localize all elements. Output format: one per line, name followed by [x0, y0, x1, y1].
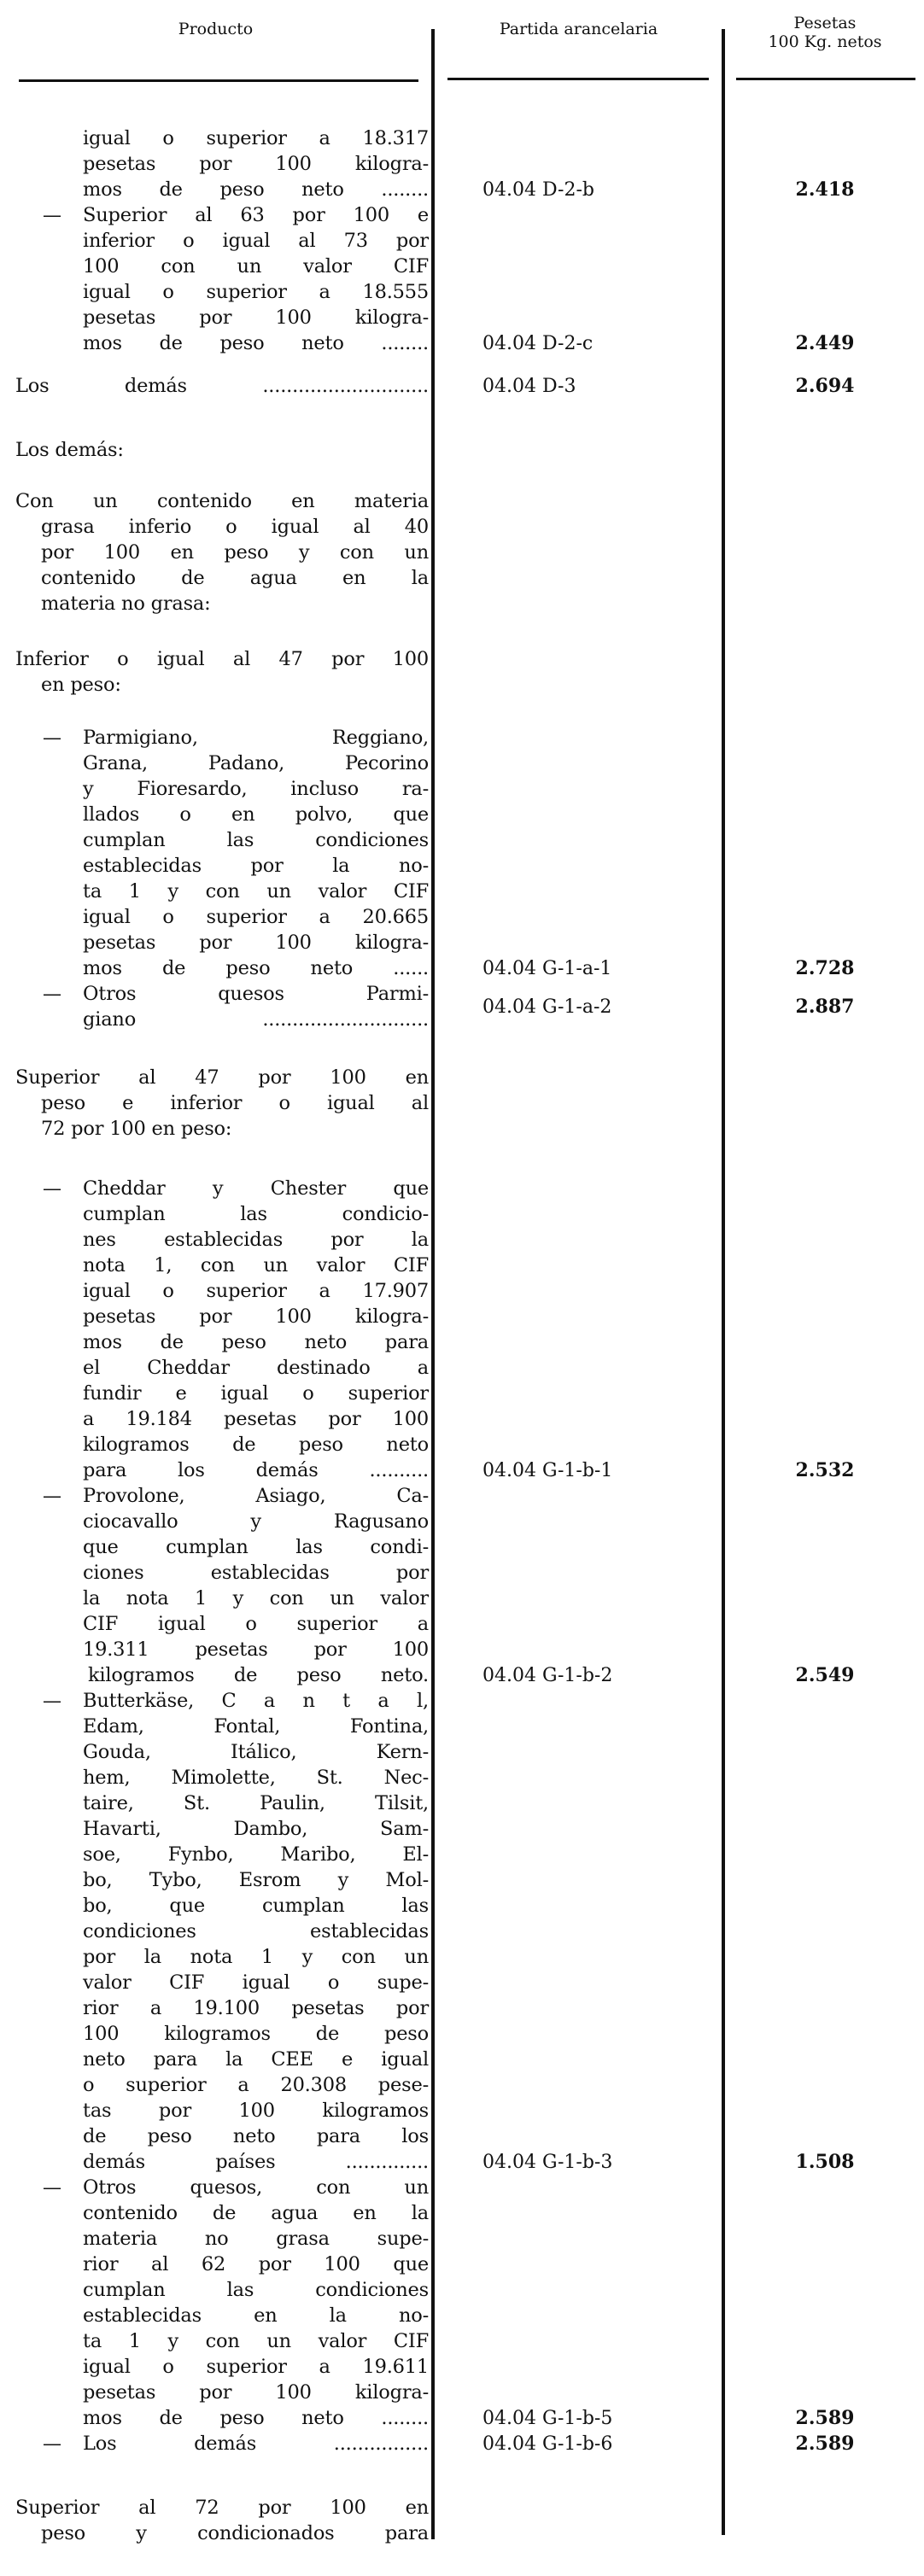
product-text-line: kilogramos de peso neto: [83, 1434, 429, 1456]
product-text-line: bo, Tybo, Esrom y Mol-: [83, 1869, 429, 1891]
product-text-line: cumplan las condicio-: [83, 1203, 429, 1225]
product-text-line: neto para la CEE e igual: [83, 2048, 429, 2071]
product-text-line: ciones establecidas por: [83, 1562, 429, 1584]
product-text-line: la nota 1 y con un valor: [83, 1587, 429, 1609]
dash-bullet-icon: —: [43, 1486, 61, 1507]
product-text-line: igual o superior a 19.611: [83, 2356, 429, 2378]
product-text-line: contenido de agua en la: [83, 2202, 429, 2224]
dash-bullet-icon: —: [43, 2433, 61, 2455]
product-text-line: mos de peso neto ........: [83, 332, 429, 354]
product-text-line: 19.311 pesetas por 100: [83, 1638, 429, 1661]
product-text-line: soe, Fynbo, Maribo, El-: [83, 1843, 429, 1866]
product-text-line: Parmigiano, Reggiano,: [83, 727, 429, 749]
product-text-line: Con un contenido en materia: [15, 490, 429, 512]
product-text-line: pesetas por 100 kilogra-: [83, 153, 429, 175]
product-text-line: pesetas por 100 kilogra-: [83, 2381, 429, 2404]
product-text-line: en peso:: [41, 674, 121, 696]
pesetas-value-cell: 2.887: [795, 996, 855, 1018]
product-text-line: cumplan las condiciones: [83, 829, 429, 851]
product-text-line: 72 por 100 en peso:: [41, 1118, 232, 1140]
product-text-line: pesetas por 100 kilogra-: [83, 1306, 429, 1328]
product-text-line: pesetas por 100 kilogra-: [83, 307, 429, 329]
product-text-line: por 100 en peso y con un: [41, 541, 429, 564]
product-text-line: mos de peso neto ......: [83, 957, 429, 979]
header-rule-partida: [447, 78, 709, 80]
product-text-line: establecidas por la no-: [83, 855, 429, 877]
product-text-line: que cumplan las condi-: [83, 1536, 429, 1558]
partida-arancelaria-cell: 04.04 D-2-b: [482, 179, 594, 201]
product-text-line: Butterkäse, C a n t a l,: [83, 1690, 429, 1712]
product-text-line: materia no grasa:: [41, 593, 211, 615]
product-text-line: ciocavallo y Ragusano: [83, 1510, 429, 1533]
partida-arancelaria-cell: 04.04 G-1-b-1: [482, 1460, 613, 1481]
product-text-line: igual o superior a 20.665: [83, 906, 429, 928]
product-text-line: cumplan las condiciones: [83, 2279, 429, 2301]
product-text-line: peso y condicionados para: [41, 2522, 429, 2544]
product-text-line: y Fioresardo, incluso ra-: [83, 778, 429, 800]
product-text-line: CIF igual o superior a: [83, 1613, 429, 1635]
product-text-line: inferior o igual al 73 por: [83, 230, 429, 252]
product-text-line: 100 con un valor CIF: [83, 255, 429, 277]
pesetas-value-cell: 2.418: [795, 178, 855, 201]
product-text-line: Grana, Padano, Pecorino: [83, 752, 429, 774]
product-text-line: nota 1, con un valor CIF: [83, 1254, 429, 1276]
product-text-line: Los demás ............................: [15, 375, 429, 397]
pesetas-value-cell: 2.449: [795, 332, 855, 354]
product-text-line: mos de peso neto para: [83, 1331, 429, 1353]
partida-arancelaria-cell: 04.04 D-3: [482, 376, 576, 397]
product-text-line: Provolone, Asiago, Ca-: [83, 1485, 429, 1507]
pesetas-value-cell: 2.532: [795, 1459, 855, 1481]
product-text-line: de peso neto para los: [83, 2125, 429, 2147]
product-text-line: mos de peso neto ........: [83, 2407, 429, 2429]
pesetas-header-line2: 100 Kg. netos: [768, 32, 882, 51]
pesetas-value-cell: 2.549: [795, 1664, 855, 1686]
dash-bullet-icon: —: [43, 2177, 61, 2199]
product-text-line: el Cheddar destinado a: [83, 1357, 429, 1379]
product-text-line: Los demás:: [15, 439, 124, 461]
product-text-line: rior al 62 por 100 que: [83, 2253, 429, 2275]
product-text-line: Superior al 63 por 100 e: [83, 204, 429, 226]
product-text-line: tas por 100 kilogramos: [83, 2100, 429, 2122]
product-text-line: establecidas en la no-: [83, 2304, 429, 2327]
product-text-line: por la nota 1 y con un: [83, 1946, 429, 1968]
partida-arancelaria-cell: 04.04 G-1-a-2: [482, 996, 612, 1018]
pesetas-value-cell: 2.728: [795, 957, 855, 979]
product-text-line: giano ............................: [83, 1008, 429, 1031]
product-text-line: o superior a 20.308 pese-: [83, 2074, 429, 2096]
product-text-line: Superior al 72 por 100 en: [15, 2497, 429, 2519]
product-text-line: Otros quesos Parmi-: [83, 983, 429, 1005]
product-text-line: taire, St. Paulin, Tilsit,: [83, 1792, 429, 1814]
product-text-line: Otros quesos, con un: [83, 2176, 429, 2199]
product-text-line: Superior al 47 por 100 en: [15, 1066, 429, 1089]
product-text-line: mos de peso neto ........: [83, 178, 429, 201]
product-text-line: bo, que cumplan las: [83, 1895, 429, 1917]
product-text-line: Edam, Fontal, Fontina,: [83, 1715, 429, 1738]
product-text-line: 100 kilogramos de peso: [83, 2023, 429, 2045]
pesetas-value-cell: 2.694: [795, 375, 855, 397]
product-text-line: Havarti, Dambo, Sam-: [83, 1818, 429, 1840]
partida-arancelaria-cell: 04.04 G-1-b-6: [482, 2433, 613, 2455]
product-text-line: pesetas por 100 kilogra-: [83, 932, 429, 954]
column-header-partida: Partida arancelaria: [499, 20, 658, 38]
column-divider-1: [431, 29, 435, 2539]
dash-bullet-icon: —: [43, 1691, 61, 1712]
product-text-line: fundir e igual o superior: [83, 1382, 429, 1405]
product-text-line: hem, Mimolette, St. Nec-: [83, 1767, 429, 1789]
header-rule-producto: [19, 79, 418, 82]
product-text-line: ta 1 y con un valor CIF: [83, 2330, 429, 2352]
pesetas-value-cell: 2.589: [795, 2433, 855, 2455]
partida-arancelaria-cell: 04.04 G-1-b-5: [482, 2408, 613, 2429]
column-header-producto: Producto: [178, 20, 254, 38]
pesetas-value-cell: 1.508: [795, 2151, 855, 2173]
product-text-line: Inferior o igual al 47 por 100: [15, 648, 429, 670]
product-text-line: nes establecidas por la: [83, 1229, 429, 1251]
product-text-line: a 19.184 pesetas por 100: [83, 1408, 429, 1430]
product-text-line: kilogramos de peso neto.: [88, 1664, 429, 1686]
product-text-line: Los demás ................: [83, 2433, 429, 2455]
product-text-line: contenido de agua en la: [41, 567, 429, 589]
column-divider-2: [722, 29, 725, 2535]
column-header-pesetas: [726, 14, 924, 95]
pesetas-header-line1: Pesetas: [793, 14, 857, 32]
product-text-line: igual o superior a 17.907: [83, 1280, 429, 1302]
partida-arancelaria-cell: 04.04 G-1-b-3: [482, 2152, 613, 2173]
product-text-line: igual o superior a 18.317: [83, 127, 429, 149]
product-text-line: peso e inferior o igual al: [41, 1092, 429, 1114]
product-text-line: materia no grasa supe-: [83, 2228, 429, 2250]
dash-bullet-icon: —: [43, 205, 61, 226]
product-text-line: llados o en polvo, que: [83, 803, 429, 826]
product-text-line: demás países ..............: [83, 2151, 429, 2173]
product-text-line: igual o superior a 18.555: [83, 281, 429, 303]
product-text-line: valor CIF igual o supe-: [83, 1971, 429, 1994]
product-text-line: ta 1 y con un valor CIF: [83, 880, 429, 902]
dash-bullet-icon: —: [43, 727, 61, 749]
product-text-line: grasa inferio o igual al 40: [41, 516, 429, 538]
partida-arancelaria-cell: 04.04 G-1-a-1: [482, 958, 612, 979]
partida-arancelaria-cell: 04.04 D-2-c: [482, 333, 594, 354]
product-text-line: rior a 19.100 pesetas por: [83, 1997, 429, 2019]
product-text-line: para los demás ..........: [83, 1459, 429, 1481]
product-text-line: Cheddar y Chester que: [83, 1177, 429, 1200]
pesetas-value-cell: 2.589: [795, 2407, 855, 2429]
dash-bullet-icon: —: [43, 984, 61, 1005]
partida-arancelaria-cell: 04.04 G-1-b-2: [482, 1665, 613, 1686]
product-text-line: condiciones establecidas: [83, 1920, 429, 1942]
product-text-line: Gouda, Itálico, Kern-: [83, 1741, 429, 1763]
dash-bullet-icon: —: [43, 1178, 61, 1200]
header-rule-pesetas: [736, 78, 915, 80]
